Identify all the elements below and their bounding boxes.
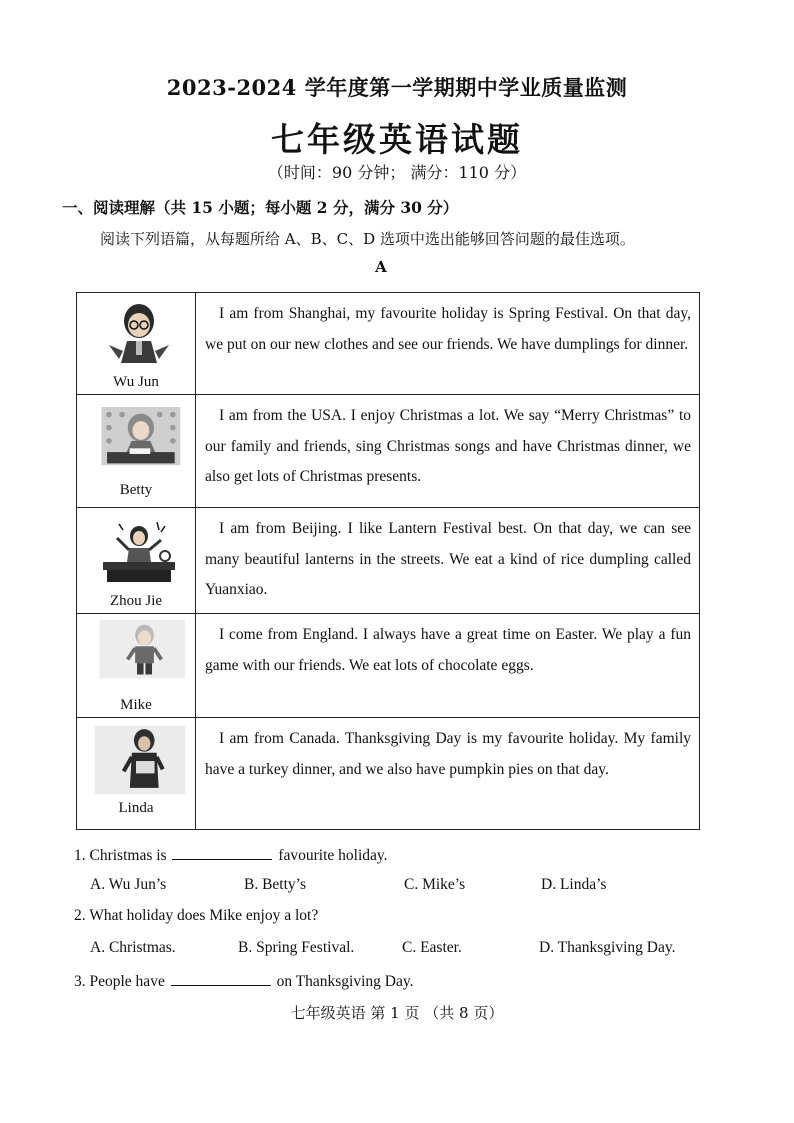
reading-table (76, 292, 700, 830)
student-name: Zhou Jie (109, 593, 163, 609)
option-d: D. Thanksgiving Day. (539, 939, 676, 956)
question-2: 2. What holiday does Mike enjoy a lot? (74, 907, 319, 924)
table-row (77, 293, 700, 395)
exam-time-score: （时间：90 分钟； 满分：110 分） (267, 163, 527, 182)
option-d: D. Linda’s (541, 876, 607, 893)
option-b: B. Betty’s (244, 876, 307, 893)
passage-text: I am from the USA. I enjoy Christmas a lot. We say “Merry Christmas” to our family and friends, sing Christmas songs and have Christmas dinner, we also get lots of Christmas presents. (196, 395, 700, 508)
exam-title: 七年级英语试题 (271, 120, 523, 159)
passage-label: A (375, 258, 387, 276)
passage-text: I come from England. I always have a great time on Easter. We play a fun game with our friends. We eat lots of chocolate eggs. (196, 614, 700, 718)
student-name: Linda (118, 800, 154, 816)
answer-blank (172, 845, 272, 860)
passage-text: I am from Shanghai, my favourite holiday is Spring Festival. On that day, we put on our new clothes and see our friends. We have dumplings for dinner. (196, 293, 700, 395)
question-3 (74, 971, 413, 991)
passage-text: I am from Beijing. I like Lantern Festival best. On that day, we can see many beautiful lanterns in the streets. We eat a kind of rice dumpling called Yuanxiao. (196, 508, 700, 614)
page-footer: 七年级英语 第 1 页 （共 8 页） (290, 1004, 504, 1022)
question-stem: 1. Christmas is (74, 847, 167, 864)
option-b: B. Spring Festival. (238, 939, 355, 956)
question-stem: 3. People have (74, 973, 165, 990)
student-name: Betty (119, 482, 153, 498)
picture-cell (77, 718, 196, 830)
section-title: 一、阅读理解（共 15 小题；每小题 2 分，满分 30 分） (62, 198, 459, 217)
student-with-glasses-icon (99, 301, 179, 367)
picture-cell (77, 395, 196, 508)
option-a: A. Christmas. (90, 939, 176, 956)
passage-text: I am from Canada. Thanksgiving Day is my favourite holiday. My family have a turkey dinner, and we also have pumpkin pies on that day. (196, 718, 700, 830)
table-row (77, 718, 700, 830)
student-name: Mike (120, 697, 152, 713)
table-row (77, 395, 700, 508)
question-1 (74, 845, 388, 865)
answer-blank (171, 971, 271, 986)
question-stem: favourite holiday. (278, 847, 388, 864)
student-name: Wu Jun (113, 374, 159, 390)
exam-header-line: 2023-2024 学年度第一学期期中学业质量监测 (166, 75, 628, 100)
option-a: A. Wu Jun’s (90, 876, 167, 893)
boy-icon (89, 620, 185, 682)
table-row (77, 614, 700, 718)
picture-cell (77, 508, 196, 614)
option-c: C. Mike’s (404, 876, 466, 893)
table-row (77, 508, 700, 614)
section-instruction: 阅读下列语篇，从每题所给 A、B、C、D 选项中选出能够回答问题的最佳选项。 (100, 230, 635, 248)
girl-writing-icon (97, 407, 181, 469)
question-stem: on Thanksgiving Day. (276, 973, 414, 990)
picture-cell (77, 293, 196, 395)
picture-cell (77, 614, 196, 718)
option-c: C. Easter. (402, 939, 462, 956)
woman-with-tablet-icon (87, 726, 185, 794)
girl-at-desk-icon (99, 518, 179, 584)
